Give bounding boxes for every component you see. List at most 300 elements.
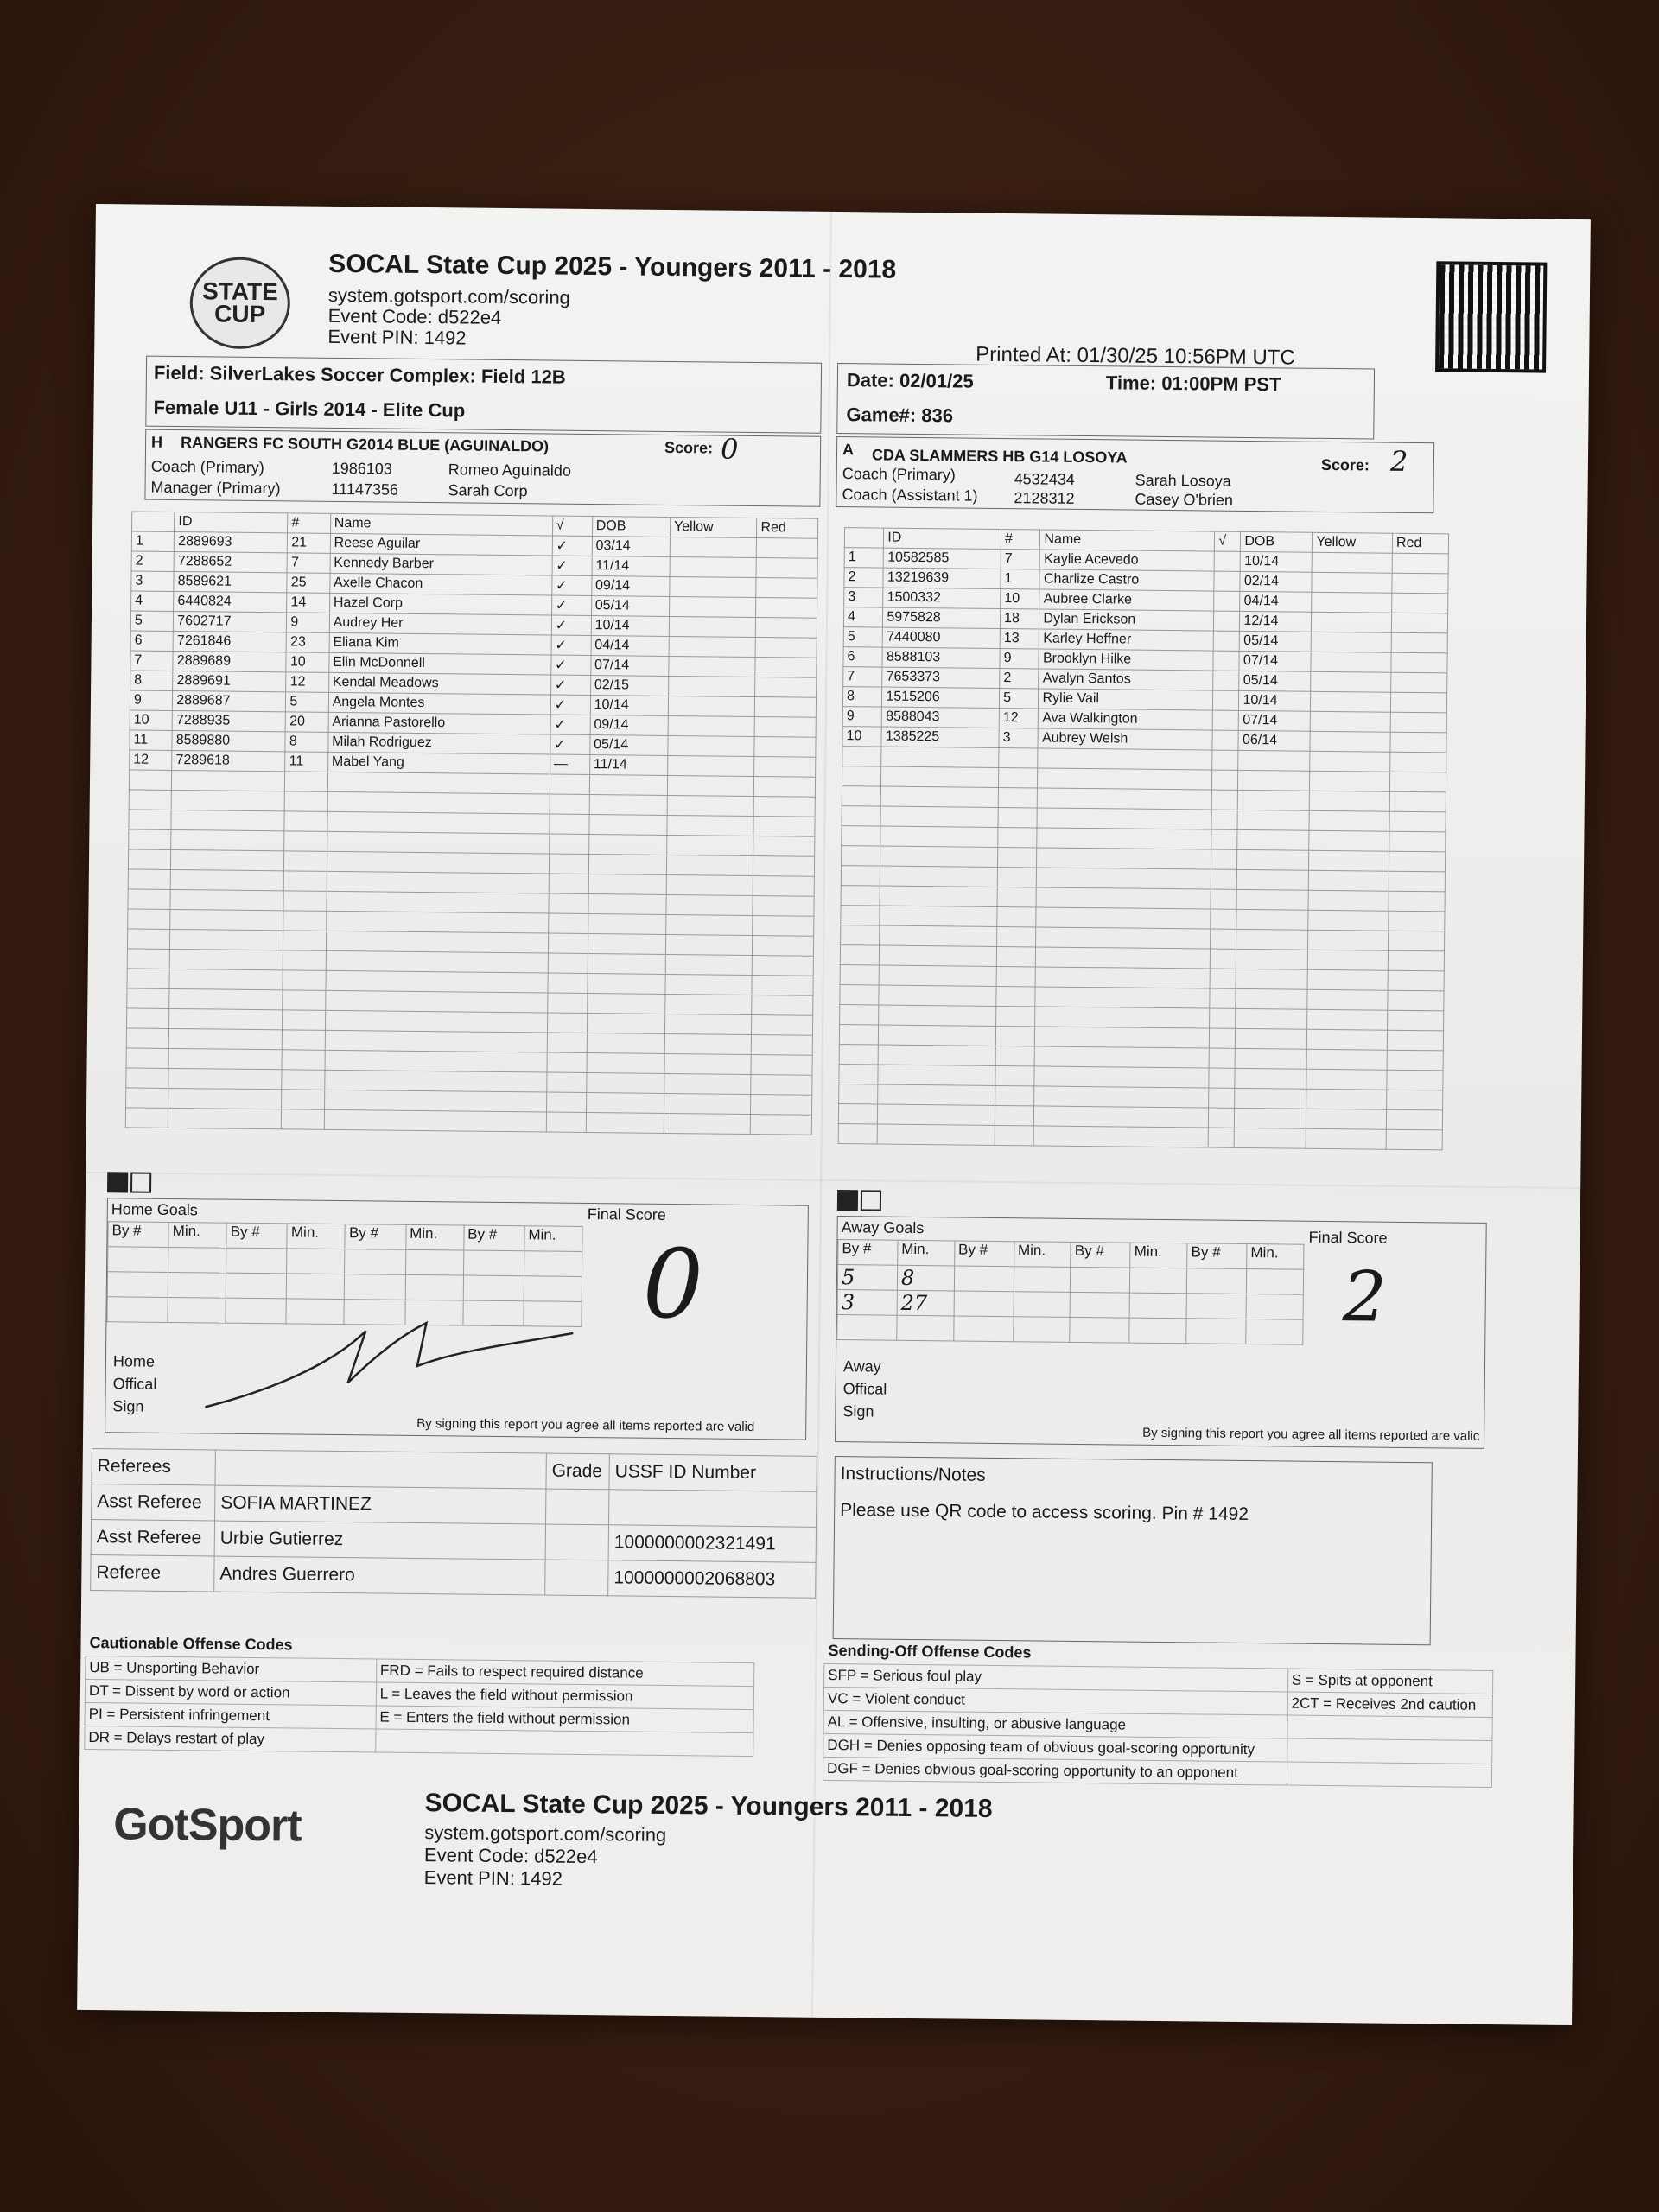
away-red-cell[interactable] bbox=[1391, 613, 1447, 633]
home-cell-n bbox=[128, 869, 171, 890]
away-goal-cell[interactable] bbox=[1013, 1317, 1070, 1343]
home-cell-name bbox=[325, 990, 547, 1013]
home-goal-cell[interactable] bbox=[226, 1273, 286, 1299]
home-dark-checkbox bbox=[107, 1172, 128, 1192]
home-cell-n: 8 bbox=[130, 671, 174, 691]
away-yellow-cell[interactable] bbox=[1307, 1049, 1388, 1070]
away-goal-cell[interactable] bbox=[1070, 1317, 1129, 1343]
away-cell-id: 8588043 bbox=[882, 707, 1000, 728]
home-goal-cell[interactable] bbox=[287, 1249, 345, 1274]
away-yellow-cell[interactable] bbox=[1310, 771, 1390, 791]
home-yellow-cell[interactable] bbox=[668, 735, 755, 756]
away-cell-num bbox=[997, 887, 1037, 906]
home-goal-cell[interactable] bbox=[405, 1274, 463, 1300]
away-cell-id: 13219639 bbox=[883, 568, 1001, 588]
away-goal-cell[interactable] bbox=[1186, 1294, 1246, 1319]
home-red-cell[interactable] bbox=[754, 757, 816, 778]
home-yellow-cell[interactable] bbox=[669, 656, 756, 677]
home-cell-dob bbox=[587, 1014, 664, 1034]
away-goal-cell[interactable] bbox=[1014, 1267, 1071, 1293]
home-cell-n: 10 bbox=[130, 710, 173, 731]
away-cell-chk bbox=[1211, 849, 1237, 869]
home-yellow-cell[interactable] bbox=[665, 934, 753, 955]
home-team-name: RANGERS FC SOUTH G2014 BLUE (AGUINALDO) bbox=[181, 434, 550, 455]
away-sign-disclaimer: By signing this report you agree all items reported are valic bbox=[1142, 1425, 1480, 1444]
away-cell-n bbox=[839, 1065, 879, 1084]
home-cell-n: 1 bbox=[131, 531, 175, 552]
home-goal-cell[interactable] bbox=[345, 1274, 405, 1300]
away-yellow-cell[interactable] bbox=[1309, 810, 1389, 831]
home-red-cell[interactable] bbox=[751, 1114, 812, 1135]
away-yellow-cell[interactable] bbox=[1309, 830, 1389, 851]
home-red-cell[interactable] bbox=[757, 538, 818, 559]
home-red-cell[interactable] bbox=[755, 658, 817, 678]
away-cell-name bbox=[1037, 868, 1211, 889]
away-red-cell[interactable] bbox=[1389, 911, 1445, 931]
home-goal-cell[interactable] bbox=[287, 1274, 345, 1300]
away-goal-cell[interactable] bbox=[1014, 1292, 1071, 1318]
away-red-cell[interactable] bbox=[1387, 1090, 1443, 1110]
away-cell-n: 9 bbox=[842, 707, 882, 727]
home-cell-chk: ✓ bbox=[551, 595, 591, 615]
division-label: Female U11 - Girls 2014 - Elite Cup bbox=[153, 396, 466, 422]
away-red-cell[interactable] bbox=[1386, 1109, 1442, 1130]
away-col-header: Name bbox=[1040, 530, 1215, 551]
home-red-cell[interactable] bbox=[753, 916, 814, 937]
away-cell-name bbox=[1037, 848, 1211, 869]
away-staff-2-id: 2128312 bbox=[1014, 489, 1075, 507]
away-goals-grid bbox=[836, 1239, 1304, 1345]
away-col-header: # bbox=[1001, 529, 1040, 549]
away-red-cell[interactable] bbox=[1389, 871, 1445, 892]
away-cell-chk bbox=[1210, 988, 1236, 1008]
away-cell-num bbox=[995, 1105, 1034, 1125]
home-red-cell[interactable] bbox=[755, 677, 817, 698]
away-cell-n bbox=[839, 1084, 879, 1104]
away-cell-n: 8 bbox=[842, 687, 882, 707]
home-empty-checkbox[interactable] bbox=[130, 1172, 151, 1192]
home-red-cell[interactable] bbox=[752, 976, 813, 996]
home-cell-id bbox=[171, 830, 284, 850]
home-cell-num bbox=[285, 772, 328, 792]
away-yellow-cell[interactable] bbox=[1312, 612, 1392, 632]
home-yellow-cell[interactable] bbox=[665, 994, 753, 1014]
caution-code bbox=[375, 1729, 753, 1757]
home-red-cell[interactable] bbox=[754, 797, 816, 817]
away-yellow-cell[interactable] bbox=[1312, 632, 1392, 652]
away-goals-col: By # bbox=[954, 1241, 1014, 1267]
away-red-cell[interactable] bbox=[1388, 1010, 1444, 1031]
away-goal-cell[interactable] bbox=[1246, 1319, 1303, 1345]
away-cell-num bbox=[998, 847, 1038, 867]
away-cell-num bbox=[998, 827, 1038, 847]
home-cell-id bbox=[170, 909, 283, 930]
home-red-cell[interactable] bbox=[752, 1034, 813, 1055]
away-cell-num: 12 bbox=[999, 708, 1039, 728]
away-red-cell[interactable] bbox=[1388, 950, 1444, 971]
away-cell-id bbox=[879, 1005, 996, 1026]
home-yellow-cell[interactable] bbox=[668, 715, 755, 736]
away-col-header: √ bbox=[1215, 531, 1241, 551]
away-goal-cell[interactable] bbox=[1187, 1268, 1247, 1294]
away-cell-dob bbox=[1236, 889, 1308, 910]
referees-header-name bbox=[215, 1450, 546, 1489]
away-goal-cell[interactable] bbox=[954, 1291, 1014, 1317]
home-cell-num bbox=[283, 990, 326, 1011]
home-cell-dob: 07/14 bbox=[590, 656, 668, 677]
away-cell-name: Karley Heffner bbox=[1039, 629, 1214, 651]
away-goal-cell[interactable] bbox=[953, 1316, 1013, 1342]
away-cell-name bbox=[1038, 788, 1212, 810]
away-cell-num bbox=[995, 1085, 1035, 1105]
home-cell-name bbox=[324, 1090, 546, 1112]
home-red-cell[interactable] bbox=[753, 956, 814, 976]
home-yellow-cell[interactable] bbox=[667, 795, 754, 816]
home-goals-col: Min. bbox=[287, 1224, 345, 1249]
away-cell-num: 18 bbox=[1000, 608, 1039, 628]
home-cell-dob bbox=[588, 914, 665, 935]
game-number: Game#: 836 bbox=[846, 404, 954, 427]
home-cell-n bbox=[127, 1008, 170, 1029]
away-cell-dob: 07/14 bbox=[1239, 710, 1311, 731]
away-col-header: DOB bbox=[1241, 531, 1313, 552]
away-yellow-cell[interactable] bbox=[1311, 691, 1391, 712]
home-goal-cell[interactable] bbox=[168, 1272, 226, 1298]
home-cell-num: 25 bbox=[287, 573, 330, 594]
away-goals-col: Min. bbox=[1130, 1243, 1187, 1268]
away-goal-cell[interactable]: 5 bbox=[837, 1265, 897, 1291]
home-red-cell[interactable] bbox=[752, 1015, 813, 1036]
away-red-cell[interactable] bbox=[1390, 712, 1446, 733]
home-cell-id bbox=[170, 929, 283, 950]
home-red-cell[interactable] bbox=[753, 896, 814, 917]
away-final-score-handwritten: 2 bbox=[1342, 1256, 1388, 1338]
away-staff-2-role: Coach (Assistant 1) bbox=[842, 486, 978, 505]
home-yellow-cell[interactable] bbox=[666, 855, 753, 875]
away-yellow-cell[interactable] bbox=[1307, 1009, 1388, 1030]
home-cell-dob: 10/14 bbox=[591, 616, 669, 637]
away-yellow-cell[interactable] bbox=[1306, 1128, 1387, 1149]
away-yellow-cell[interactable] bbox=[1306, 1109, 1387, 1129]
home-goal-cell[interactable] bbox=[345, 1249, 405, 1275]
away-col-header: ID bbox=[884, 528, 1001, 549]
home-yellow-cell[interactable] bbox=[665, 954, 753, 975]
home-red-cell[interactable] bbox=[755, 697, 817, 718]
home-yellow-cell[interactable] bbox=[670, 556, 757, 577]
home-goal-cell[interactable] bbox=[108, 1247, 168, 1273]
home-cell-n: 12 bbox=[130, 750, 173, 771]
away-yellow-cell[interactable] bbox=[1311, 671, 1391, 692]
home-goal-cell[interactable] bbox=[463, 1275, 524, 1301]
home-red-cell[interactable] bbox=[754, 737, 816, 758]
home-cell-num: 20 bbox=[286, 712, 329, 733]
home-goals-col: By # bbox=[345, 1224, 405, 1250]
away-goal-cell[interactable] bbox=[1071, 1292, 1130, 1318]
away-yellow-cell[interactable] bbox=[1313, 552, 1393, 573]
home-red-cell[interactable] bbox=[756, 578, 817, 599]
away-yellow-cell[interactable] bbox=[1312, 592, 1392, 613]
away-cell-chk bbox=[1208, 1128, 1234, 1147]
home-yellow-cell[interactable] bbox=[669, 636, 756, 657]
away-sign-label-2: Offical bbox=[842, 1380, 887, 1398]
away-goals-col: Min. bbox=[898, 1240, 955, 1266]
home-goal-cell[interactable] bbox=[463, 1250, 524, 1276]
home-red-cell[interactable] bbox=[753, 836, 815, 857]
home-cell-dob bbox=[588, 855, 666, 875]
away-cell-name bbox=[1036, 887, 1211, 909]
away-red-cell[interactable] bbox=[1390, 752, 1446, 772]
home-cell-chk bbox=[547, 993, 587, 1013]
home-red-cell[interactable] bbox=[752, 995, 813, 1016]
home-cell-chk: ✓ bbox=[550, 695, 590, 715]
away-cell-dob bbox=[1236, 1028, 1307, 1049]
sendoff-code: 2CT = Receives 2nd caution bbox=[1287, 1692, 1493, 1717]
qr-code[interactable] bbox=[1435, 261, 1547, 372]
home-yellow-cell[interactable] bbox=[668, 696, 755, 716]
away-cell-id: 8588103 bbox=[882, 647, 1000, 668]
home-cell-n: 3 bbox=[131, 571, 175, 592]
referees-header-grade: Grade bbox=[546, 1453, 609, 1490]
caution-code: DT = Dissent by word or action bbox=[85, 1679, 376, 1706]
away-red-cell[interactable] bbox=[1387, 1030, 1443, 1051]
home-goal-cell[interactable] bbox=[405, 1249, 463, 1275]
home-yellow-cell[interactable] bbox=[666, 894, 753, 915]
away-cell-num: 3 bbox=[999, 728, 1039, 747]
away-goal-cell[interactable] bbox=[1130, 1268, 1187, 1294]
caution-codes-table bbox=[84, 1656, 754, 1757]
away-cell-chk bbox=[1212, 750, 1238, 770]
home-yellow-cell[interactable] bbox=[666, 914, 753, 935]
away-red-cell[interactable] bbox=[1392, 573, 1448, 594]
away-red-cell[interactable] bbox=[1389, 831, 1446, 852]
away-yellow-cell[interactable] bbox=[1306, 1089, 1387, 1109]
away-yellow-cell[interactable] bbox=[1310, 791, 1390, 811]
home-red-cell[interactable] bbox=[751, 1074, 812, 1095]
away-yellow-cell[interactable] bbox=[1310, 731, 1390, 752]
away-red-cell[interactable] bbox=[1386, 1129, 1442, 1150]
away-goal-cell[interactable]: 8 bbox=[897, 1265, 954, 1291]
away-cell-num bbox=[996, 966, 1036, 986]
home-cell-chk bbox=[548, 913, 588, 933]
away-cell-num bbox=[996, 946, 1036, 966]
home-cell-chk bbox=[546, 1072, 586, 1092]
away-col-header: Red bbox=[1392, 533, 1448, 554]
home-red-cell[interactable] bbox=[756, 618, 817, 639]
home-red-cell[interactable] bbox=[751, 1094, 812, 1115]
away-red-cell[interactable] bbox=[1388, 970, 1444, 991]
home-cell-n bbox=[128, 849, 171, 870]
home-yellow-cell[interactable] bbox=[669, 616, 756, 637]
away-red-cell[interactable] bbox=[1389, 811, 1446, 832]
home-yellow-cell[interactable] bbox=[670, 576, 757, 597]
home-yellow-cell[interactable] bbox=[667, 835, 754, 855]
away-red-cell[interactable] bbox=[1387, 1070, 1443, 1090]
away-goal-cell[interactable] bbox=[1246, 1269, 1303, 1295]
referee-ussf bbox=[609, 1490, 817, 1528]
home-goal-cell[interactable] bbox=[226, 1248, 287, 1274]
home-cell-num bbox=[283, 1030, 326, 1051]
home-cell-num bbox=[283, 970, 326, 991]
home-staff-2-role: Manager (Primary) bbox=[150, 478, 281, 498]
home-cell-chk bbox=[547, 1033, 587, 1052]
away-cell-dob: 04/14 bbox=[1240, 591, 1312, 612]
away-cell-dob bbox=[1236, 929, 1308, 950]
home-goal-cell[interactable] bbox=[168, 1247, 226, 1273]
away-yellow-cell[interactable] bbox=[1308, 950, 1389, 970]
away-goal-cell[interactable] bbox=[1129, 1318, 1186, 1344]
home-red-cell[interactable] bbox=[756, 598, 817, 619]
away-red-cell[interactable] bbox=[1392, 553, 1448, 574]
home-red-cell[interactable] bbox=[753, 876, 815, 897]
home-yellow-cell[interactable] bbox=[668, 676, 755, 696]
away-red-cell[interactable] bbox=[1389, 891, 1445, 912]
away-red-cell[interactable] bbox=[1387, 1050, 1443, 1071]
home-cell-num: 12 bbox=[286, 672, 329, 693]
home-cell-n bbox=[127, 969, 170, 989]
away-red-cell[interactable] bbox=[1391, 672, 1447, 693]
away-goal-cell[interactable] bbox=[897, 1315, 954, 1341]
home-col-header: Red bbox=[757, 518, 818, 539]
away-red-cell[interactable] bbox=[1390, 692, 1446, 713]
home-red-cell[interactable] bbox=[754, 777, 816, 798]
away-red-cell[interactable] bbox=[1389, 772, 1446, 792]
away-roster-table bbox=[838, 527, 1449, 1150]
home-cell-chk: — bbox=[550, 754, 589, 774]
home-cell-name bbox=[326, 950, 548, 973]
home-yellow-cell[interactable] bbox=[666, 874, 753, 895]
away-red-cell[interactable] bbox=[1388, 990, 1444, 1011]
sendoff-code: DGF = Denies obvious goal-scoring opportunity to an opponent bbox=[823, 1757, 1287, 1785]
away-yellow-cell[interactable] bbox=[1311, 652, 1391, 672]
home-cell-num bbox=[284, 811, 327, 832]
home-goal-cell[interactable] bbox=[524, 1276, 582, 1302]
home-cell-name: Reese Aguilar bbox=[330, 533, 552, 556]
away-yellow-cell[interactable] bbox=[1309, 850, 1389, 871]
away-cell-num bbox=[999, 767, 1039, 787]
home-yellow-cell[interactable] bbox=[669, 596, 756, 617]
away-goals-col: By # bbox=[1071, 1242, 1130, 1268]
away-yellow-cell[interactable] bbox=[1308, 969, 1389, 990]
away-cell-chk bbox=[1210, 969, 1236, 988]
away-yellow-cell[interactable] bbox=[1308, 930, 1389, 950]
home-goal-cell[interactable] bbox=[524, 1251, 582, 1277]
away-empty-checkbox[interactable] bbox=[861, 1190, 881, 1211]
home-cell-n bbox=[126, 1068, 169, 1089]
home-yellow-cell[interactable] bbox=[664, 1033, 752, 1054]
home-cell-num: 9 bbox=[287, 613, 330, 633]
home-yellow-cell[interactable] bbox=[664, 1073, 752, 1094]
home-yellow-cell[interactable] bbox=[664, 1113, 751, 1134]
home-cell-num bbox=[282, 1090, 325, 1110]
away-red-cell[interactable] bbox=[1391, 632, 1447, 653]
away-red-cell[interactable] bbox=[1389, 791, 1446, 812]
away-goal-cell[interactable]: 27 bbox=[897, 1290, 954, 1316]
home-yellow-cell[interactable] bbox=[667, 815, 754, 836]
away-cell-n bbox=[842, 846, 881, 866]
home-red-cell[interactable] bbox=[753, 856, 815, 877]
home-cell-id bbox=[168, 1048, 282, 1069]
home-cell-dob: 03/14 bbox=[592, 537, 670, 557]
away-yellow-cell[interactable] bbox=[1307, 989, 1388, 1010]
away-red-cell[interactable] bbox=[1389, 931, 1445, 951]
away-yellow-cell[interactable] bbox=[1312, 572, 1392, 593]
home-cell-name bbox=[327, 811, 550, 834]
away-cell-n: 5 bbox=[843, 627, 883, 647]
footer-event-code: Event Code: d522e4 bbox=[423, 1844, 598, 1868]
footer-event-pin: Event PIN: 1492 bbox=[423, 1866, 563, 1890]
away-goals-col: By # bbox=[838, 1240, 898, 1266]
home-red-cell[interactable] bbox=[755, 638, 817, 658]
home-goal-cell[interactable] bbox=[107, 1272, 168, 1298]
home-yellow-cell[interactable] bbox=[667, 775, 754, 796]
away-cell-id bbox=[881, 747, 999, 767]
home-red-cell[interactable] bbox=[753, 936, 814, 957]
home-cell-id: 2889687 bbox=[173, 690, 286, 711]
home-cell-chk bbox=[546, 1112, 586, 1132]
home-yellow-cell[interactable] bbox=[670, 537, 757, 557]
away-yellow-cell[interactable] bbox=[1311, 711, 1391, 732]
referee-grade bbox=[545, 1560, 608, 1596]
away-goal-cell[interactable] bbox=[1129, 1293, 1186, 1319]
away-cell-dob bbox=[1236, 1008, 1307, 1029]
home-cell-chk: ✓ bbox=[551, 575, 591, 595]
home-yellow-cell[interactable] bbox=[664, 1014, 752, 1034]
home-cell-chk bbox=[550, 814, 589, 834]
away-goal-cell[interactable] bbox=[954, 1266, 1014, 1292]
home-cell-n bbox=[129, 810, 172, 830]
home-yellow-cell[interactable] bbox=[667, 755, 754, 776]
away-goal-cell[interactable] bbox=[1246, 1294, 1303, 1320]
home-cell-n bbox=[128, 889, 171, 910]
away-goal-cell[interactable]: 3 bbox=[837, 1290, 897, 1316]
away-goal-cell[interactable] bbox=[1071, 1267, 1130, 1293]
away-red-cell[interactable] bbox=[1389, 851, 1446, 872]
home-red-cell[interactable] bbox=[753, 817, 815, 837]
away-cell-id bbox=[880, 886, 997, 906]
away-yellow-cell[interactable] bbox=[1310, 751, 1390, 772]
scoresheet-paper bbox=[77, 204, 1591, 2025]
home-yellow-cell[interactable] bbox=[664, 1053, 752, 1074]
away-goal-cell[interactable] bbox=[837, 1315, 897, 1341]
home-cell-num bbox=[285, 791, 328, 812]
home-yellow-cell[interactable] bbox=[665, 974, 753, 995]
away-goal-cell[interactable] bbox=[1186, 1319, 1246, 1344]
away-yellow-cell[interactable] bbox=[1308, 890, 1389, 911]
sendoff-code: DGH = Denies opposing team of obvious goal-scoring opportunity bbox=[823, 1733, 1287, 1762]
away-yellow-cell[interactable] bbox=[1309, 870, 1389, 891]
away-yellow-cell[interactable] bbox=[1306, 1069, 1387, 1090]
away-red-cell[interactable] bbox=[1390, 732, 1446, 753]
away-red-cell[interactable] bbox=[1392, 593, 1448, 613]
away-yellow-cell[interactable] bbox=[1308, 910, 1389, 931]
home-goal-cell[interactable] bbox=[107, 1297, 168, 1323]
caution-code: FRD = Fails to respect required distance bbox=[376, 1659, 754, 1687]
away-red-cell[interactable] bbox=[1391, 652, 1447, 673]
home-red-cell[interactable] bbox=[754, 717, 816, 738]
away-yellow-cell[interactable] bbox=[1307, 1029, 1388, 1050]
away-cell-num bbox=[995, 1026, 1035, 1046]
away-cell-name: Kaylie Acevedo bbox=[1040, 550, 1215, 571]
home-yellow-cell[interactable] bbox=[664, 1093, 751, 1114]
away-cell-name bbox=[1036, 967, 1211, 988]
home-red-cell[interactable] bbox=[756, 558, 817, 579]
away-cell-dob: 05/14 bbox=[1239, 671, 1311, 691]
home-red-cell[interactable] bbox=[751, 1054, 812, 1075]
event-code: Event Code: d522e4 bbox=[327, 304, 502, 328]
away-goals-row bbox=[837, 1315, 1303, 1345]
away-cell-id bbox=[881, 766, 999, 787]
away-cell-dob bbox=[1236, 969, 1308, 989]
